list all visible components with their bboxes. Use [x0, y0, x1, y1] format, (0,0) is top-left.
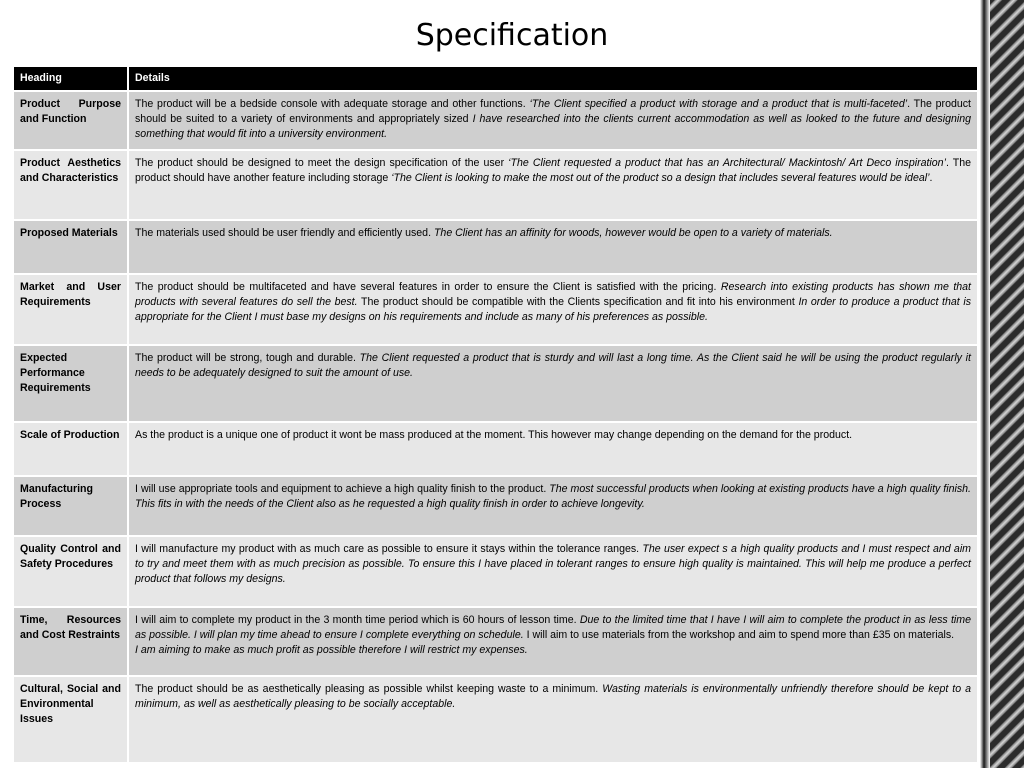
- details-italic-text: The user expect s a high quality products and I must respect and aim to try and meet them with as much precision as possible. To ensure this I have placed in tolerant ranges to ensure high quality is maintained. This will help me produce a perfect product that follows my designs.: [135, 543, 971, 586]
- row-heading: Quality Control and Safety Procedures: [14, 536, 128, 607]
- details-italic-text: In order to produce a product that is appropriate for the Client I must base my designs on his requirements and include as many of his preferences as possible.: [135, 296, 971, 324]
- page-title: Specification: [415, 18, 609, 53]
- row-details: [128, 345, 978, 422]
- row-heading: Market and User Requirements: [14, 274, 128, 345]
- row-details: [128, 536, 978, 607]
- row-heading: Time, Resources and Cost Restraints: [14, 607, 128, 676]
- row-details: [128, 150, 978, 220]
- details-italic-text: Due to the limited time that I have I will aim to complete the product in as less time as possible. I will plan my time ahead to ensure I complete everything on schedule.: [135, 614, 971, 642]
- table-row: [14, 536, 978, 607]
- details-italic-text: I have researched into the clients current accommodation as well as looked to the future and designing something that would fit into a university environment.: [135, 113, 971, 141]
- column-header-heading: Heading: [14, 67, 128, 91]
- row-details: [128, 220, 978, 274]
- row-details: [128, 91, 978, 150]
- row-details: [128, 422, 978, 476]
- row-heading: Scale of Production: [14, 422, 128, 476]
- details-text: The product should be designed to meet the design specification of the user: [135, 157, 509, 169]
- details-text: I will aim to complete my product in the 3 month time period which is 60 hours of lesson time.: [135, 614, 580, 626]
- table-row: [14, 91, 978, 150]
- table-header-row: [14, 67, 978, 91]
- details-italic-text: The Client has an affinity for woods, however would be open to a variety of materials.: [433, 227, 833, 239]
- row-heading: Proposed Materials: [14, 220, 128, 274]
- details-italic-text: The Client requested a product that is sturdy and will last a long time. As the Client said he will be using the product regularly it needs to be adequately designed to suit the amount of use.: [135, 352, 971, 380]
- table-row: [14, 274, 978, 345]
- details-text: The product should be compatible with the Clients specification and fit into his environment: [357, 296, 799, 309]
- details-text: I will aim to use materials from the workshop and aim to spend more than £35 on materials.: [523, 629, 955, 642]
- row-details: [128, 274, 978, 345]
- row-details: [128, 476, 978, 536]
- row-heading: Cultural, Social and Environmental Issues: [14, 676, 128, 762]
- details-text: The product should be multifaceted and have several features in order to ensure the Client is satisfied with the pricing.: [135, 281, 721, 293]
- row-heading: Product Aesthetics and Characteristics: [14, 150, 128, 220]
- details-text: As the product is a unique one of product it wont be mass produced at the moment. This however may change depending on the demand for the product.: [135, 429, 853, 441]
- row-heading: Manufacturing Process: [14, 476, 128, 536]
- details-text: I will use appropriate tools and equipment to achieve a high quality finish to the product.: [135, 483, 550, 495]
- table-row: [14, 345, 978, 422]
- column-header-details: Details: [128, 67, 978, 91]
- details-italic-text: ‘The Client specified a product with storage and a product that is multi-faceted’: [529, 98, 908, 110]
- details-text: The materials used should be user friendly and efficiently used.: [135, 227, 434, 239]
- details-italic-text: ‘The Client requested a product that has an Architectural/ Mackintosh/ Art Deco inspiration’: [508, 157, 946, 169]
- table-row: [14, 607, 978, 676]
- details-italic-text: ‘The Client is looking to make the most out of the product so a design that includes several features would be ideal’: [391, 172, 930, 185]
- decorative-edge-pattern: [990, 0, 1024, 768]
- details-italic-text: Wasting materials is environmentally unfriendly therefore should be kept to a minimum, as well as aesthetically pleasing to be socially acceptable.: [135, 683, 972, 711]
- table-row: [14, 422, 978, 476]
- specification-table: [14, 67, 979, 762]
- details-text: The product will be strong, tough and durable.: [135, 352, 360, 364]
- row-details: [128, 607, 978, 676]
- decorative-edge-bar: [980, 0, 990, 768]
- details-text: .: [929, 172, 933, 185]
- details-text: . The product should have another feature including storage: [135, 157, 972, 185]
- details-text: I will manufacture my product with as much care as possible to ensure it stays within the tolerance ranges.: [135, 543, 643, 555]
- table-row: [14, 476, 978, 536]
- table-row: [14, 676, 978, 762]
- details-text: The product should be as aesthetically pleasing as possible whilst keeping waste to a minimum.: [135, 683, 603, 695]
- row-details: [128, 676, 978, 762]
- table-row: [14, 220, 978, 274]
- details-italic-text: The most successful products when looking at existing products have a high quality finish. This fits in with the needs of the Client also as he requested a high quality finish in order to achieve longevity.: [135, 483, 971, 511]
- details-italic-text: Research into existing products has shown me that products with several features do sell the best.: [135, 281, 971, 309]
- details-italic-text: I am aiming to make as much profit as possible therefore I will restrict my expenses.: [135, 644, 528, 657]
- row-heading: Expected Performance Requirements: [14, 345, 128, 422]
- table-row: [14, 150, 978, 220]
- details-text: The product will be a bedside console with adequate storage and other functions.: [135, 98, 530, 110]
- details-text: . The product should be suited to a variety of environments and appropriately sized: [135, 98, 972, 126]
- row-heading: Product Purpose and Function: [14, 91, 128, 150]
